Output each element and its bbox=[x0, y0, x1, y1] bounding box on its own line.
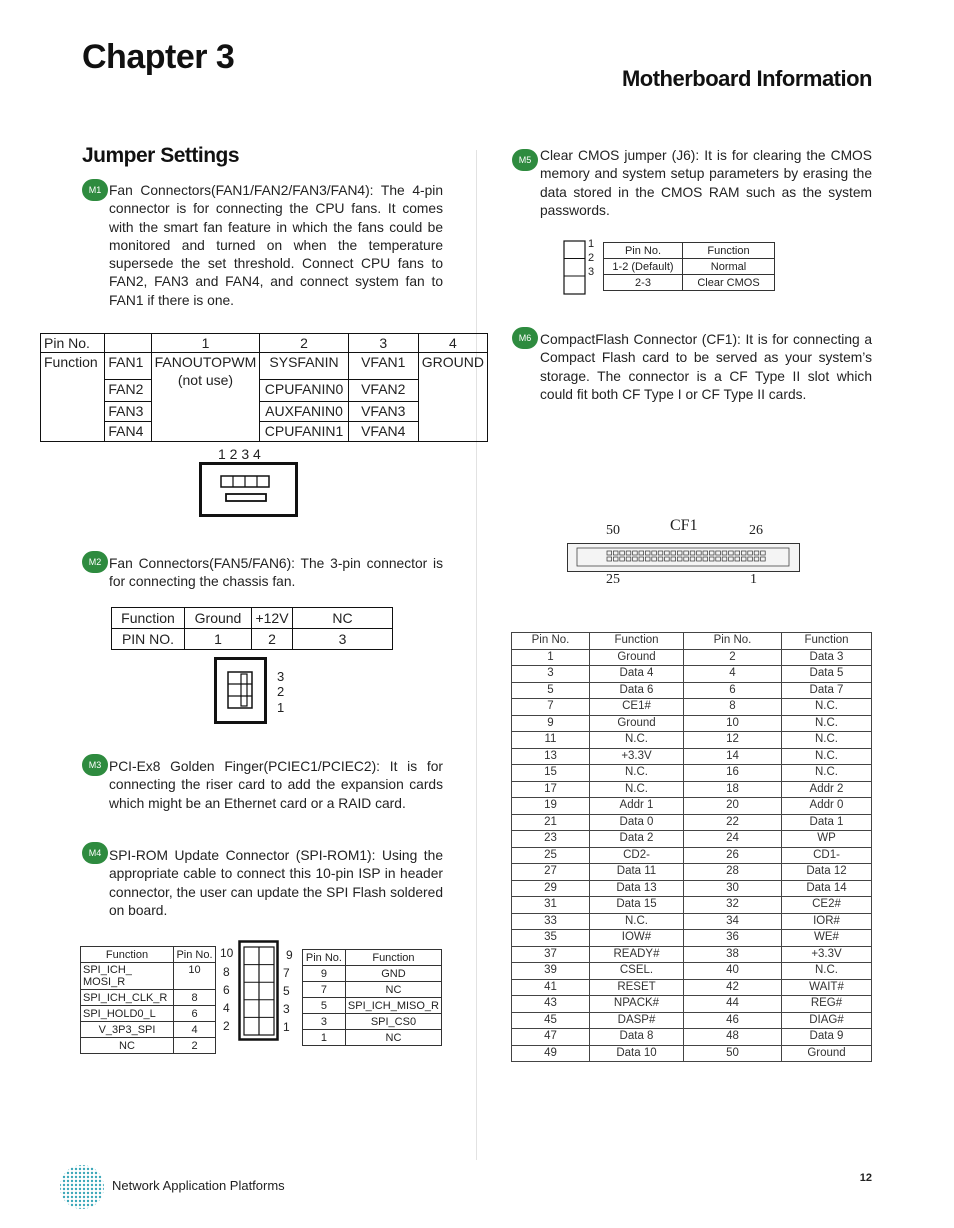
pin-1-header: 1 bbox=[151, 334, 260, 353]
table-row: 35 IOW# 36 WE# bbox=[512, 930, 872, 947]
table-row: 17 N.C. 18 Addr 2 bbox=[512, 781, 872, 798]
table-row: 45 DASP# 46 DIAG# bbox=[512, 1012, 872, 1029]
pin-3-header: 3 bbox=[348, 334, 418, 353]
chapter-title: Chapter 3 bbox=[82, 38, 235, 76]
m5-badge: M5 bbox=[512, 149, 538, 171]
table-row: 31 Data 15 32 CE2# bbox=[512, 897, 872, 914]
table-row: 49 Data 10 50 Ground bbox=[512, 1045, 872, 1062]
cf1-pin-table: Pin No. Function Pin No. Function 1 Ground 2 Data 3 3 Data 4 4 Data 5 5 Data 6 6 Data 7 7 CE1# 8 N.C. 9 Ground 10 N.C. 11 N.C. 12 N.C. 13 +3.3V 14 N.C. 15 N.C. 16 N.C. 17 N.C. 18 Addr 2 19 Addr 1 20 Addr 0 21 Data 0 22 Data 1 23 Data 2 24 WP 25 CD2- 26 CD1- 27 Data 11 28 Data 12 29 Data 13 30 Data 14 31 Data 15 32 CE2# 33 N.C. 34 IOR# 35 IOW# 36 WE# 37 READY# 38 +3.3V 39 CSEL. 40 N.C. 41 RESET 42 WAIT# 43 NPACK# 44 REG# 45 DASP# 46 DIAG# 47 Data 8 48 Data 9 49 Data 10 50 Ground bbox=[511, 632, 872, 1062]
spi-10pin-header-diagram bbox=[238, 940, 280, 1042]
company-logo-globe-icon bbox=[58, 1163, 106, 1211]
fan-name: FAN4 bbox=[105, 422, 151, 442]
fan-3pin-table: Function Ground +12V NC PIN NO. 1 2 3 bbox=[111, 607, 393, 650]
pin4-function: GROUND bbox=[418, 353, 487, 442]
table-row: 11 N.C. 12 N.C. bbox=[512, 732, 872, 749]
table-row: 41 RESET 42 WAIT# bbox=[512, 979, 872, 996]
m6-badge: M6 bbox=[512, 327, 538, 349]
m4-description: SPI-ROM Update Connector (SPI-ROM1): Using the appropriate cable to connect this 10-pin ISP in header connector, the user can update the SPI Flash soldered on board. bbox=[109, 848, 443, 918]
fan-pin-table: Pin No. 1 2 3 4 Function FAN1 FANOUTOPWM (not use) SYSFANIN VFAN1 GROUND FAN2 CPUFANIN0 VFAN2 FAN3 AUXFANIN0 VFAN3 FAN4 CPUFANIN1 VFAN4 bbox=[40, 333, 488, 442]
table-row: 15 N.C. 16 N.C. bbox=[512, 765, 872, 782]
function-header: Function bbox=[41, 353, 105, 442]
table-row: 39 CSEL. 40 N.C. bbox=[512, 963, 872, 980]
cf1-title: CF1 bbox=[670, 517, 698, 534]
table-row: 27 Data 11 28 Data 12 bbox=[512, 864, 872, 881]
m5-description: Clear CMOS jumper (J6): It is for clearing the CMOS memory and system setup parameters by erasing the data stored in the CMOS RAM such as the system passwords. bbox=[540, 148, 872, 218]
table-row: 19 Addr 1 20 Addr 0 bbox=[512, 798, 872, 815]
table-row: 7 CE1# 8 N.C. bbox=[512, 699, 872, 716]
cf1-connector-diagram bbox=[567, 543, 801, 573]
fan-4pin-connector-diagram bbox=[199, 462, 299, 518]
fan-name: FAN2 bbox=[105, 380, 151, 402]
m1-badge: M1 bbox=[82, 179, 108, 201]
cmos-jumper-diagram bbox=[563, 240, 587, 296]
table-row: 5 Data 6 6 Data 7 bbox=[512, 682, 872, 699]
table-row: 23 Data 2 24 WP bbox=[512, 831, 872, 848]
column-divider bbox=[476, 150, 477, 1160]
pin-2-header: 2 bbox=[260, 334, 349, 353]
section-title: Motherboard Information bbox=[621, 66, 872, 91]
jumper-settings-heading: Jumper Settings bbox=[82, 144, 240, 167]
fan-3pin-connector-diagram bbox=[214, 657, 268, 725]
table-row: 33 N.C. 34 IOR# bbox=[512, 913, 872, 930]
fan-name: FAN1 bbox=[105, 353, 151, 380]
table-row: 29 Data 13 30 Data 14 bbox=[512, 880, 872, 897]
table-row: 9 Ground 10 N.C. bbox=[512, 715, 872, 732]
table-row: 3 Data 4 4 Data 5 bbox=[512, 666, 872, 683]
m2-badge: M2 bbox=[82, 551, 108, 573]
table-row: 1 Ground 2 Data 3 bbox=[512, 649, 872, 666]
spi-left-table: Function Pin No. SPI_ICH_ MOSI_R 10 SPI_ICH_CLK_R 8 SPI_HOLD0_L 6 V_3P3_SPI 4 NC 2 bbox=[80, 946, 216, 1054]
m3-badge: M3 bbox=[82, 754, 108, 776]
page-number: 12 bbox=[859, 1172, 872, 1184]
fan-connector-pin-label: 1 2 3 4 bbox=[218, 446, 261, 462]
cmos-table: Pin No. Function 1-2 (Default) Normal 2-3 Clear CMOS bbox=[603, 242, 775, 291]
m4-badge: M4 bbox=[82, 842, 108, 864]
footer-text: Network Application Platforms bbox=[112, 1178, 285, 1193]
table-row: 21 Data 0 22 Data 1 bbox=[512, 814, 872, 831]
table-row: 47 Data 8 48 Data 9 bbox=[512, 1029, 872, 1046]
table-row: 43 NPACK# 44 REG# bbox=[512, 996, 872, 1013]
m3-description: PCI-Ex8 Golden Finger(PCIEC1/PCIEC2): It is for connecting the riser card to add the expansion cards which might be an Ethernet card or a RAID card. bbox=[109, 759, 443, 811]
spi-right-table: Pin No. Function 9 GND 7 NC 5 SPI_ICH_MISO_R 3 SPI_CS0 1 NC bbox=[302, 949, 442, 1046]
table-row: 13 +3.3V 14 N.C. bbox=[512, 748, 872, 765]
pin1-function: FANOUTOPWM (not use) bbox=[151, 353, 260, 442]
table-row: 25 CD2- 26 CD1- bbox=[512, 847, 872, 864]
m1-description: Fan Connectors(FAN1/FAN2/FAN3/FAN4): The 4-pin connector is for connecting the CPU fans. It comes with the smart fan feature in which the fans could be monitored and turned on when the temperature supersede the set threshold. Connect CPU fans to FAN2, FAN3 and FAN4, and connect system fan to FAN1 if there is one. bbox=[109, 183, 443, 308]
pin-no-header: Pin No. bbox=[41, 334, 105, 353]
pin-4-header: 4 bbox=[418, 334, 487, 353]
m6-description: CompactFlash Connector (CF1): It is for connecting a Compact Flash card to be served as your system’s storage. The connector is a CF Type II slot which could fit both CF Type I or CF Type II cards. bbox=[540, 332, 872, 402]
table-row: 37 READY# 38 +3.3V bbox=[512, 946, 872, 963]
m2-description: Fan Connectors(FAN5/FAN6): The 3-pin connector is for connecting the chassis fan. bbox=[109, 556, 443, 590]
fan-name: FAN3 bbox=[105, 402, 151, 422]
